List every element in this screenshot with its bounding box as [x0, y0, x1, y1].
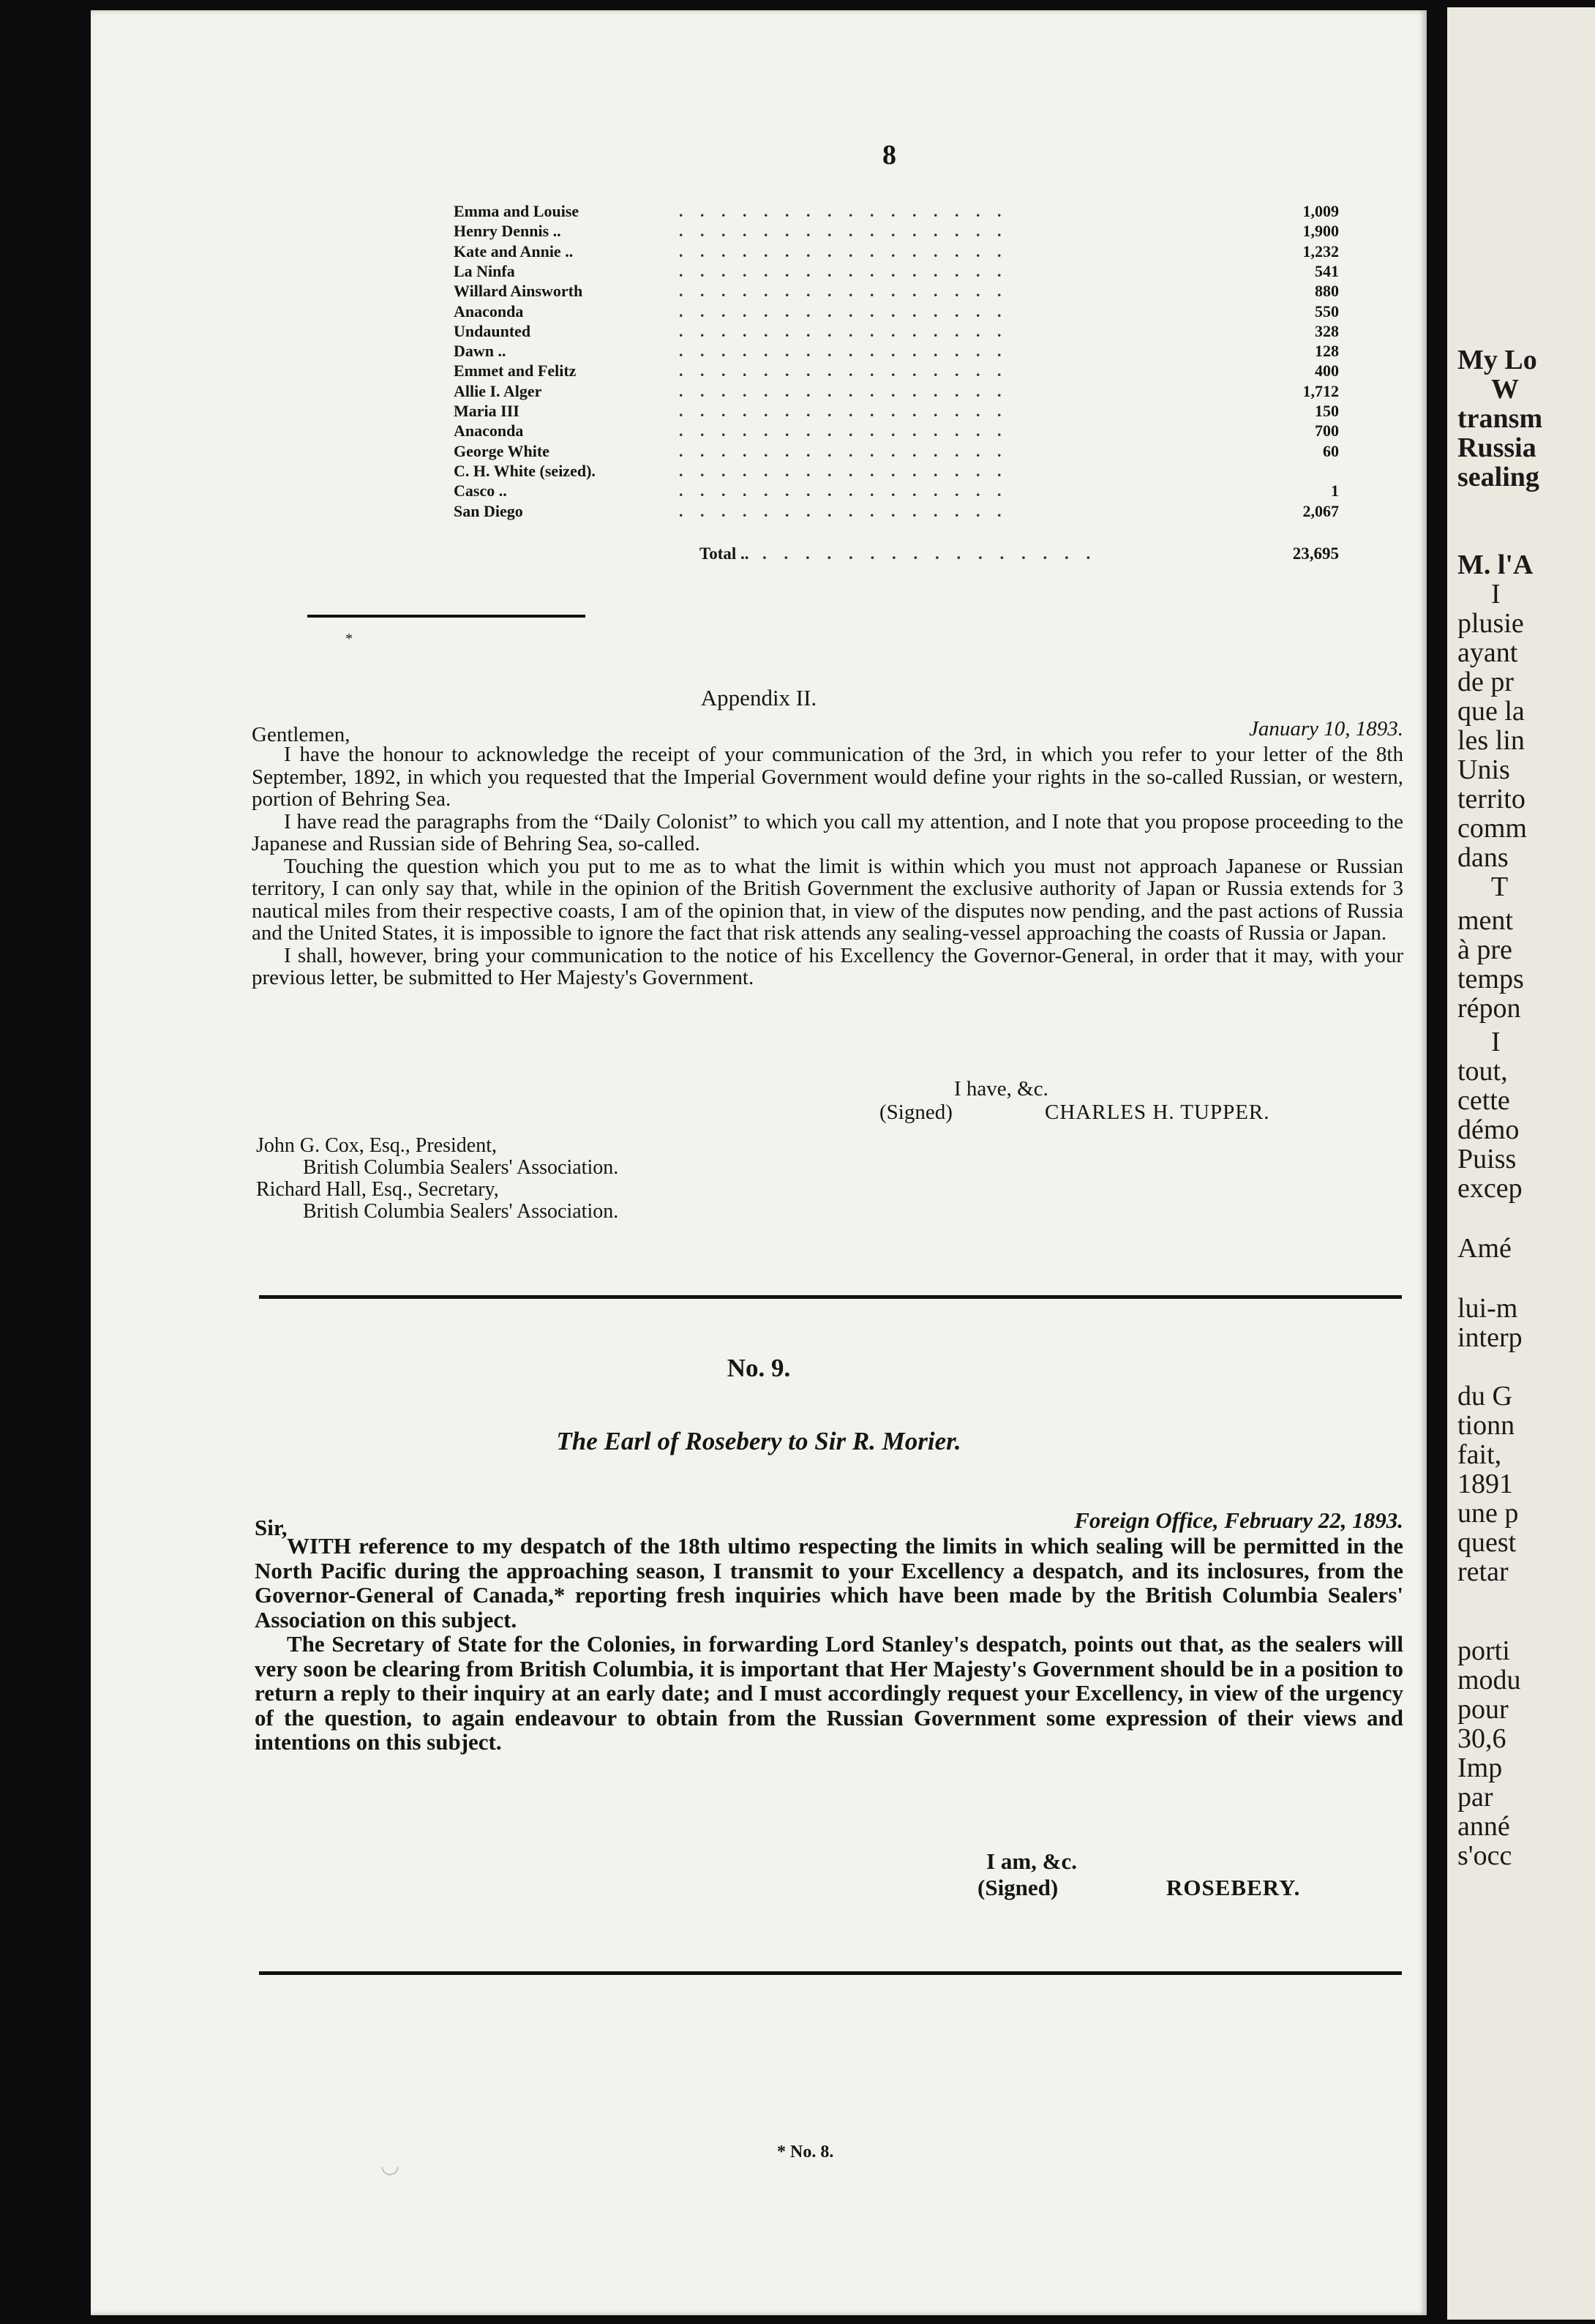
addressee-line: British Columbia Sealers' Association.: [303, 1156, 619, 1179]
appendix-signer: CHARLES H. TUPPER.: [1045, 1101, 1270, 1124]
adjacent-page-text: M. l'A: [1457, 550, 1534, 580]
vessel-catch-value: 541: [1315, 261, 1339, 280]
letter-body: [255, 1534, 1403, 1755]
appendix-paragraph: I have read the paragraphs from the “Daily Colonist” to which you call my attention, and I note that you propose proceeding to the Japanese and Russian side of Behring Sea, so-called.: [252, 809, 1403, 855]
adjacent-page-text: 30,6: [1457, 1723, 1506, 1754]
vessel-catch-value: 2,067: [1302, 501, 1339, 520]
appendix-salutation: Gentlemen,: [252, 723, 350, 746]
vessel-row: [454, 262, 1339, 282]
adjacent-page-text: excep: [1457, 1173, 1523, 1204]
vessel-name: Henry Dennis ..: [454, 222, 561, 241]
vessel-row: [454, 302, 1339, 322]
vessel-catch-value: 700: [1315, 421, 1339, 441]
vessel-catch-value: 60: [1323, 441, 1339, 460]
adjacent-page-text: transm: [1457, 403, 1543, 434]
vessel-name: Undaunted: [454, 321, 531, 340]
appendix-closing: I have, &c.: [954, 1077, 1048, 1101]
adjacent-page-edge: [1447, 7, 1595, 2320]
vessel-row: [454, 462, 1339, 481]
leader-dots: . . . . . . . . . . . . . . . .: [679, 481, 1008, 501]
leader-dots: . . . . . . . . . . . . . . . .: [679, 342, 1008, 361]
document-page: [91, 10, 1427, 2315]
vessel-name: Emma and Louise: [454, 202, 579, 220]
vessel-row: [454, 361, 1339, 381]
adjacent-page-text: les lin: [1457, 725, 1525, 756]
divider-rule: [307, 615, 585, 618]
adjacent-page-text: répon: [1457, 993, 1521, 1024]
adjacent-page-text: tionn: [1457, 1410, 1515, 1441]
adjacent-page-text: anné: [1457, 1811, 1510, 1842]
vessel-name: George White: [454, 441, 549, 460]
adjacent-page-text: sealing: [1457, 462, 1539, 492]
letter-title: The Earl of Rosebery to Sir R. Morier.: [556, 1427, 961, 1455]
adjacent-page-text: pour: [1457, 1694, 1509, 1725]
leader-dots: . . . . . . . . . . . . . . . .: [679, 381, 1008, 400]
vessel-row: [454, 421, 1339, 441]
adjacent-page-text: retar: [1457, 1556, 1509, 1587]
vessel-name: La Ninfa: [454, 261, 515, 280]
vessel-name: Allie I. Alger: [454, 381, 542, 400]
vessel-catch-value: 550: [1315, 301, 1339, 321]
vessel-name: Anaconda: [454, 421, 524, 441]
adjacent-page-text: cette: [1457, 1085, 1510, 1116]
adjacent-page-text: T: [1491, 872, 1509, 902]
appendix-signed-label: (Signed): [879, 1101, 953, 1124]
adjacent-page-text: dans: [1457, 842, 1509, 873]
adjacent-page-text: du G: [1457, 1381, 1512, 1412]
addressee-line: Richard Hall, Esq., Secretary,: [256, 1178, 499, 1201]
letter-salutation: Sir,: [255, 1515, 288, 1540]
vessel-catch-value: 400: [1315, 361, 1339, 381]
stray-mark: ◡: [380, 2154, 400, 2178]
leader-dots: . . . . . . . . . . . . . . . .: [679, 321, 1008, 340]
letter-paragraph: WITH reference to my despatch of the 18th ultimo respecting the limits in which sealing will be permitted in the North Pacific during the approaching season, I transmit to your Excellency a despatch, and its inclosures, from the Governor-General of Canada,* reporting fresh inquiries which have been made by the British Columbia Sealers' Association on this subject.: [255, 1533, 1403, 1633]
adjacent-page-text: plusie: [1457, 608, 1524, 639]
vessel-catch-value: 328: [1315, 321, 1339, 340]
leader-dots: . . . . . . . . . . . . . . . .: [679, 361, 1008, 381]
page-number: 8: [882, 140, 896, 170]
vessel-name: San Diego: [454, 501, 523, 520]
adjacent-page-text: 1891: [1457, 1469, 1513, 1499]
appendix-paragraph: I shall, however, bring your communication to the notice of his Excellency the Governor-General, in order that it may, with your previous letter, be submitted to Her Majesty's Government.: [252, 943, 1403, 989]
vessel-catch-value: 150: [1315, 402, 1339, 420]
vessel-row: [454, 442, 1339, 462]
section-rule: [259, 1295, 1402, 1299]
vessel-name: Maria III: [454, 402, 519, 420]
adjacent-page-text: de pr: [1457, 667, 1515, 697]
vessel-name: Casco ..: [454, 481, 507, 501]
leader-dots: . . . . . . . . . . . . . . . .: [679, 241, 1008, 260]
adjacent-page-text: Unis: [1457, 754, 1510, 785]
letter-number: No. 9.: [727, 1354, 791, 1382]
section-rule: [259, 1971, 1402, 1975]
vessel-catch-value: 1,900: [1302, 222, 1339, 241]
adjacent-page-text: quest: [1457, 1527, 1517, 1558]
leader-dots: . . . . . . . . . . . . . . . .: [679, 402, 1008, 420]
leader-dots: . . . . . . . . . . . . . . . .: [679, 501, 1008, 520]
vessel-name: Kate and Annie ..: [454, 241, 574, 260]
adjacent-page-text: comm: [1457, 813, 1527, 844]
adjacent-page-text: par: [1457, 1782, 1493, 1813]
adjacent-page-text: My Lo: [1457, 345, 1537, 375]
addressee-line: British Columbia Sealers' Association.: [303, 1200, 619, 1223]
vessel-row: [454, 282, 1339, 301]
vessel-name: Emmet and Felitz: [454, 361, 577, 381]
adjacent-page-text: Russia: [1457, 432, 1536, 463]
adjacent-page-text: territo: [1457, 784, 1525, 814]
addressee-line: John G. Cox, Esq., President,: [256, 1134, 497, 1157]
adjacent-page-text: interp: [1457, 1322, 1523, 1353]
vessel-row: [454, 202, 1339, 222]
vessel-row: [454, 402, 1339, 421]
adjacent-page-text: I: [1491, 579, 1501, 610]
appendix-date: January 10, 1893.: [1248, 717, 1403, 741]
leader-dots: . . . . . . . . . . . . . . . .: [679, 202, 1008, 220]
appendix-heading: Appendix II.: [700, 685, 817, 711]
total-leader-dots: . . . . . . . . . . . . . . . .: [762, 544, 1097, 563]
adjacent-page-text: Imp: [1457, 1753, 1503, 1783]
vessel-catch-value: 128: [1315, 342, 1339, 361]
vessel-row: [454, 502, 1339, 522]
adjacent-page-text: Puiss: [1457, 1144, 1517, 1174]
adjacent-page-text: fait,: [1457, 1439, 1502, 1470]
vessel-name: Dawn ..: [454, 342, 506, 361]
leader-dots: . . . . . . . . . . . . . . . .: [679, 421, 1008, 441]
adjacent-page-text: I: [1491, 1027, 1501, 1057]
letter-closing: I am, &c.: [986, 1848, 1077, 1874]
adjacent-page-text: Amé: [1457, 1233, 1512, 1264]
vessel-name: Anaconda: [454, 301, 524, 321]
leader-dots: . . . . . . . . . . . . . . . .: [679, 261, 1008, 280]
total-value: 23,695: [1292, 544, 1339, 563]
letter-paragraph: The Secretary of State for the Colonies, in forwarding Lord Stanley's despatch, points out that, as the sealers will very soon be clearing from British Columbia, it is important that Her Majesty's Government should be in a position to return a reply to their inquiry at an early date; and I must accordingly request your Excellency, in view of the urgency of the question, to again endeavour to obtain from the Russian Government some expression of their views and intentions on this subject.: [255, 1631, 1403, 1755]
letter-dateline: Foreign Office, February 22, 1893.: [1074, 1507, 1403, 1533]
letter-signed-label: (Signed): [977, 1875, 1059, 1900]
vessel-catch-value: 1,232: [1302, 241, 1339, 260]
leader-dots: . . . . . . . . . . . . . . . .: [679, 301, 1008, 321]
vessel-catch-value: 1,009: [1302, 202, 1339, 220]
adjacent-page-text: lui-m: [1457, 1293, 1518, 1324]
vessel-row: [454, 481, 1339, 501]
footnote: * No. 8.: [777, 2143, 834, 2162]
adjacent-page-text: à pre: [1457, 934, 1512, 965]
vessel-row: [454, 242, 1339, 262]
adjacent-page-text: que la: [1457, 696, 1525, 727]
vessel-row: [454, 222, 1339, 241]
leader-dots: . . . . . . . . . . . . . . . .: [679, 222, 1008, 241]
total-label: Total ..: [699, 544, 749, 563]
adjacent-page-text: s'occ: [1457, 1840, 1512, 1871]
vessel-row: [454, 322, 1339, 342]
adjacent-page-text: W: [1491, 374, 1519, 405]
adjacent-page-text: une p: [1457, 1498, 1519, 1529]
adjacent-page-text: modu: [1457, 1665, 1521, 1695]
letter-signer: ROSEBERY.: [1166, 1875, 1301, 1900]
adjacent-page-text: temps: [1457, 964, 1524, 994]
leader-dots: . . . . . . . . . . . . . . . .: [679, 282, 1008, 301]
vessel-name: Willard Ainsworth: [454, 282, 583, 301]
adjacent-page-text: ayant: [1457, 637, 1518, 668]
appendix-body: [252, 743, 1403, 989]
adjacent-page-text: ment: [1457, 905, 1513, 936]
adjacent-page-text: tout,: [1457, 1056, 1508, 1087]
vessel-catch-value: 880: [1315, 282, 1339, 301]
vessel-row: [454, 342, 1339, 361]
vessel-row: [454, 382, 1339, 402]
leader-dots: . . . . . . . . . . . . . . . .: [679, 441, 1008, 460]
adjacent-page-text: porti: [1457, 1635, 1510, 1666]
vessel-name: C. H. White (seized).: [454, 461, 596, 480]
vessel-catch-value: 1: [1331, 481, 1339, 501]
leader-dots: . . . . . . . . . . . . . . . .: [679, 461, 1008, 480]
appendix-paragraph: I have the honour to acknowledge the receipt of your communication of the 3rd, in which you refer to your letter of the 8th September, 1892, in which you requested that the Imperial Government would define your rights in the so-called Russian, or western, portion of Behring Sea.: [252, 743, 1403, 811]
appendix-paragraph: Touching the question which you put to me as to what the limit is within which you must not approach Japanese or Russian territory, I can only say that, while in the opinion of the British Government the exclusive authority of Japan or Russia extends for 3 nautical miles from their respective coasts, I am of the opinion that, in view of the disputes now pending, and the past actions of Russia and the United States, it is impossible to ignore the fact that risk attends any sealing-vessel approaching the coasts of Russia or Japan.: [252, 854, 1403, 945]
vessel-catch-value: 1,712: [1302, 381, 1339, 400]
asterisk-mark: *: [345, 631, 353, 647]
adjacent-page-text: démo: [1457, 1114, 1520, 1145]
